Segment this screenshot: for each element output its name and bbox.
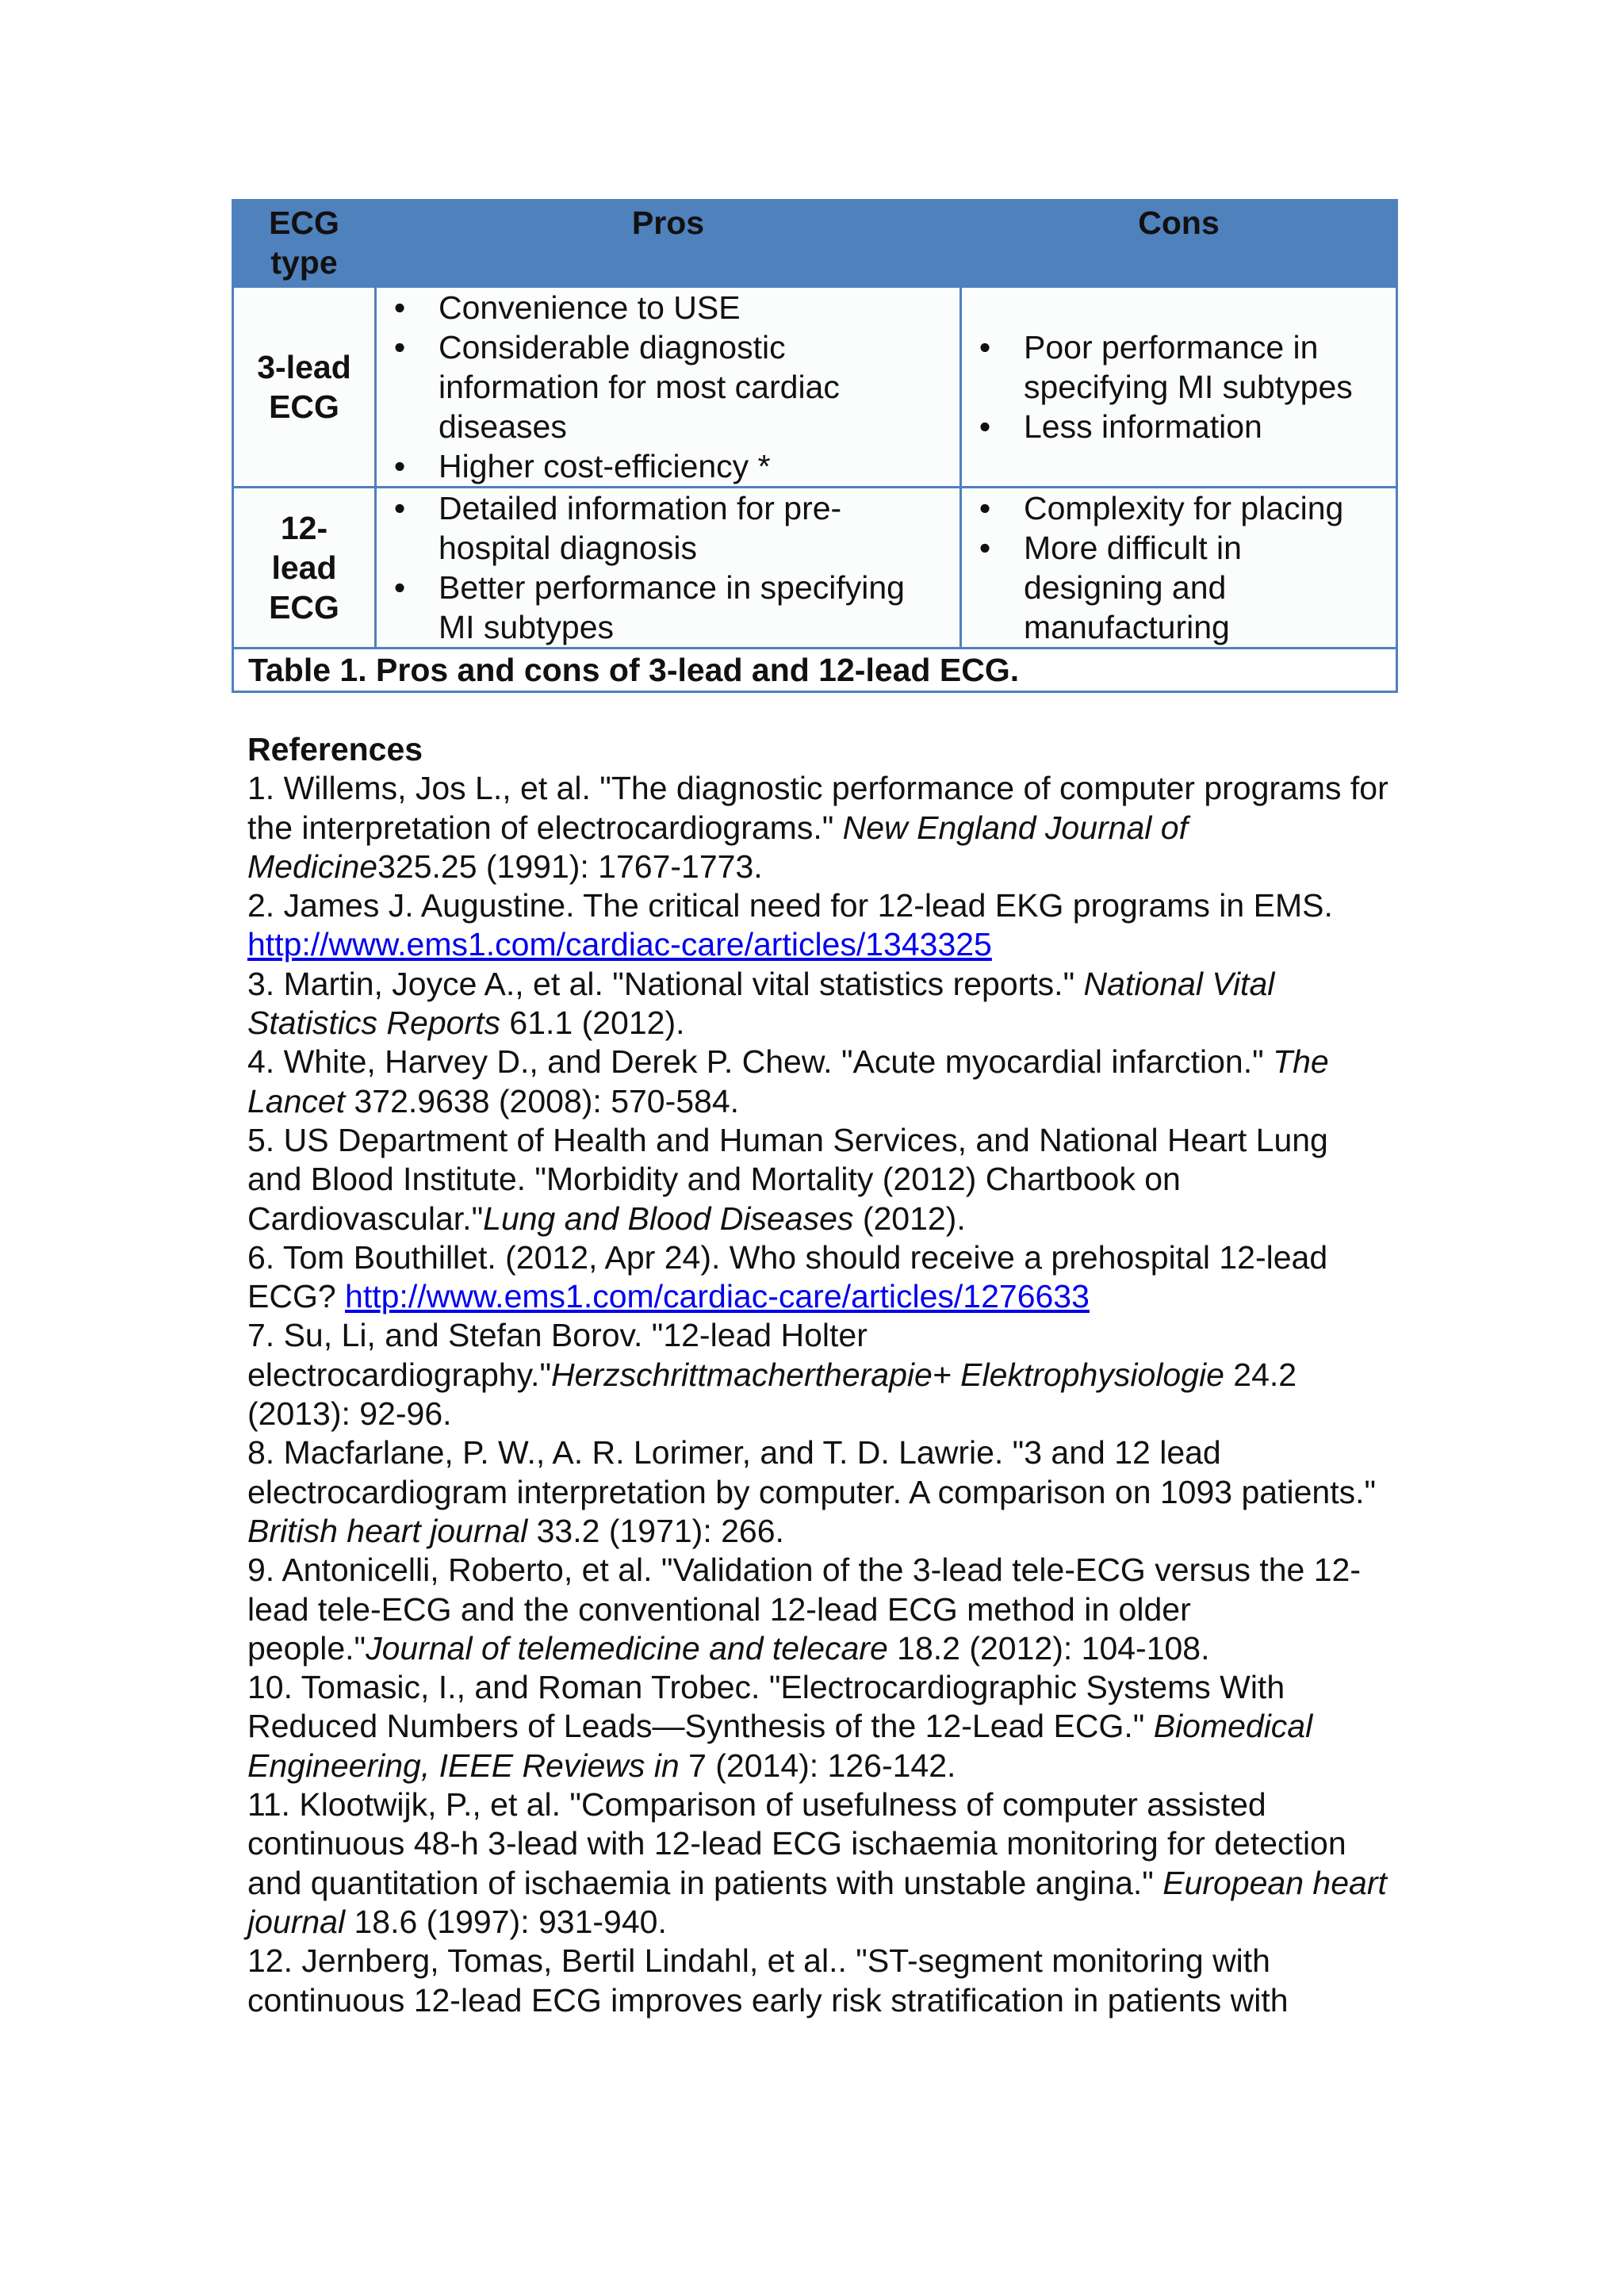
reference-journal: Herzschrittmachertherapie+ Elektrophysiologie: [551, 1356, 1224, 1393]
reference-item: 11. Klootwijk, P., et al. "Comparison of usefulness of computer assisted continuous 48-h 3-lead with 12-lead ECG ischaemia monitoring for detection and quantitation of ischaemia in patients with unstable angina." European heart journal 18.6 (1997): 931-940.: [247, 1786, 1387, 1940]
reference-item: 10. Tomasic, I., and Roman Trobec. "Electrocardiographic Systems With Reduced Numbers of Leads—Synthesis of the 12-Lead ECG." Biomedical Engineering, IEEE Reviews in 7 (2014): 126-142.: [247, 1669, 1313, 1784]
reference-journal: National Vital Statistics Reports: [247, 965, 1275, 1042]
row-label-12-lead: [233, 488, 376, 649]
reference-item: 5. US Department of Health and Human Services, and National Heart Lung and Blood Institute. "Morbidity and Mortality (2012) Chartbook on Cardiovascular."Lung and Blood Diseases (2012).: [247, 1121, 1328, 1237]
reference-item: 2. James J. Augustine. The critical need for 12-lead EKG programs in EMS. http://www.ems1.com/cardiac-care/articles/1343325: [247, 887, 1333, 963]
reference-item: 6. Tom Bouthillet. (2012, Apr 24). Who should receive a prehospital 12-lead ECG? http://www.ems1.com/cardiac-care/articles/1276633: [247, 1238, 1328, 1315]
reference-item: 8. Macfarlane, P. W., A. R. Lorimer, and T. D. Lawrie. "3 and 12 lead electrocardiogram interpretation by computer. A comparison on 1093 patients." British heart journal 33.2 (1971): 266.: [247, 1434, 1377, 1549]
reference-journal: Lung and Blood Diseases: [483, 1200, 854, 1237]
cons-cell-3-lead: [961, 287, 1397, 488]
bullet-icon: •: [979, 408, 991, 445]
row-label-line: 12-: [280, 510, 328, 546]
bullet-icon: •: [393, 329, 406, 365]
table-header-row: [233, 201, 1397, 287]
reference-link[interactable]: http://www.ems1.com/cardiac-care/articles/1276633: [345, 1278, 1090, 1315]
header-cons: Cons: [961, 201, 1397, 287]
bullet-icon: •: [393, 289, 406, 326]
reference-item: 9. Antonicelli, Roberto, et al. "Validation of the 3-lead tele-ECG versus the 12-lead tele-ECG and the conventional 12-lead ECG method in older people."Journal of telemedicine and telecare 18.2 (2012): 104-108.: [247, 1552, 1362, 1667]
table-row-3-lead: [233, 287, 1397, 488]
header-ecg-type: [233, 201, 376, 287]
cons-list: [962, 488, 1396, 647]
reference-journal: Journal of telemedicine and telecare: [366, 1629, 888, 1667]
cons-item: • Poor performance in specifying MI subtypes: [962, 327, 1396, 407]
reference-journal: Biomedical Engineering, IEEE Reviews in: [247, 1708, 1313, 1784]
ecg-comparison-table: [232, 199, 1398, 693]
bullet-icon: •: [393, 569, 406, 606]
header-pros: Pros: [376, 201, 961, 287]
row-label-line: ECG: [269, 589, 339, 626]
pros-item: • Higher cost-efficiency *: [377, 446, 959, 486]
table-caption: Table 1. Pros and cons of 3-lead and 12-lead ECG.: [233, 649, 1397, 692]
references-title: References: [247, 731, 423, 767]
pros-cell-12-lead: [376, 488, 961, 649]
pros-cell-3-lead: [376, 287, 961, 488]
cons-item: • Less information: [962, 407, 1396, 446]
reference-link[interactable]: http://www.ems1.com/cardiac-care/articles/1343325: [247, 926, 992, 963]
row-label-line: lead: [271, 549, 337, 586]
cons-cell-12-lead: [961, 488, 1397, 649]
reference-item: 3. Martin, Joyce A., et al. "National vital statistics reports." National Vital Statistics Reports 61.1 (2012).: [247, 965, 1275, 1042]
cons-list: [962, 327, 1396, 446]
reference-journal: European heart journal: [247, 1864, 1387, 1940]
cons-item: • More difficult in designing and manufacturing: [962, 528, 1396, 647]
pros-list: [377, 488, 959, 647]
row-label-line: 3-lead: [257, 349, 351, 385]
reference-journal: The Lancet: [247, 1043, 1329, 1119]
reference-journal: British heart journal: [247, 1512, 528, 1549]
reference-journal: New England Journal of Medicine: [247, 809, 1188, 885]
pros-list: [377, 288, 959, 486]
references-section: [247, 730, 1389, 2020]
bullet-icon: •: [979, 490, 991, 526]
header-ecg-type-line: ECG: [269, 205, 339, 241]
row-label-3-lead: [233, 287, 376, 488]
table-caption-row: [233, 649, 1397, 692]
reference-item: 7. Su, Li, and Stefan Borov. "12-lead Holter electrocardiography."Herzschrittmachertherapie+ Elektrophysiologie 24.2 (2013): 92-96.: [247, 1317, 1297, 1433]
pros-item: • Better performance in specifying MI subtypes: [377, 568, 959, 647]
reference-item: 4. White, Harvey D., and Derek P. Chew. "Acute myocardial infarction." The Lancet 372.9638 (2008): 570-584.: [247, 1043, 1329, 1119]
pros-item: • Detailed information for pre- hospital diagnosis: [377, 488, 959, 568]
bullet-icon: •: [979, 530, 991, 566]
reference-item: 12. Jernberg, Tomas, Bertil Lindahl, et al.. "ST-segment monitoring with continuous 12-lead ECG improves early risk stratification in patients with: [247, 1942, 1289, 2019]
bullet-icon: •: [979, 329, 991, 365]
pros-item: • Considerable diagnostic information for most cardiac diseases: [377, 327, 959, 446]
pros-item: • Convenience to USE: [377, 288, 959, 327]
bullet-icon: •: [393, 448, 406, 484]
row-label-line: ECG: [269, 388, 339, 425]
cons-item: • Complexity for placing: [962, 488, 1396, 528]
bullet-icon: •: [393, 490, 406, 526]
reference-item: 1. Willems, Jos L., et al. "The diagnostic performance of computer programs for the interpretation of electrocardiograms." New England Journal of Medicine325.25 (1991): 1767-1773.: [247, 770, 1388, 885]
table-row-12-lead: [233, 488, 1397, 649]
header-ecg-type-line: type: [270, 244, 338, 281]
